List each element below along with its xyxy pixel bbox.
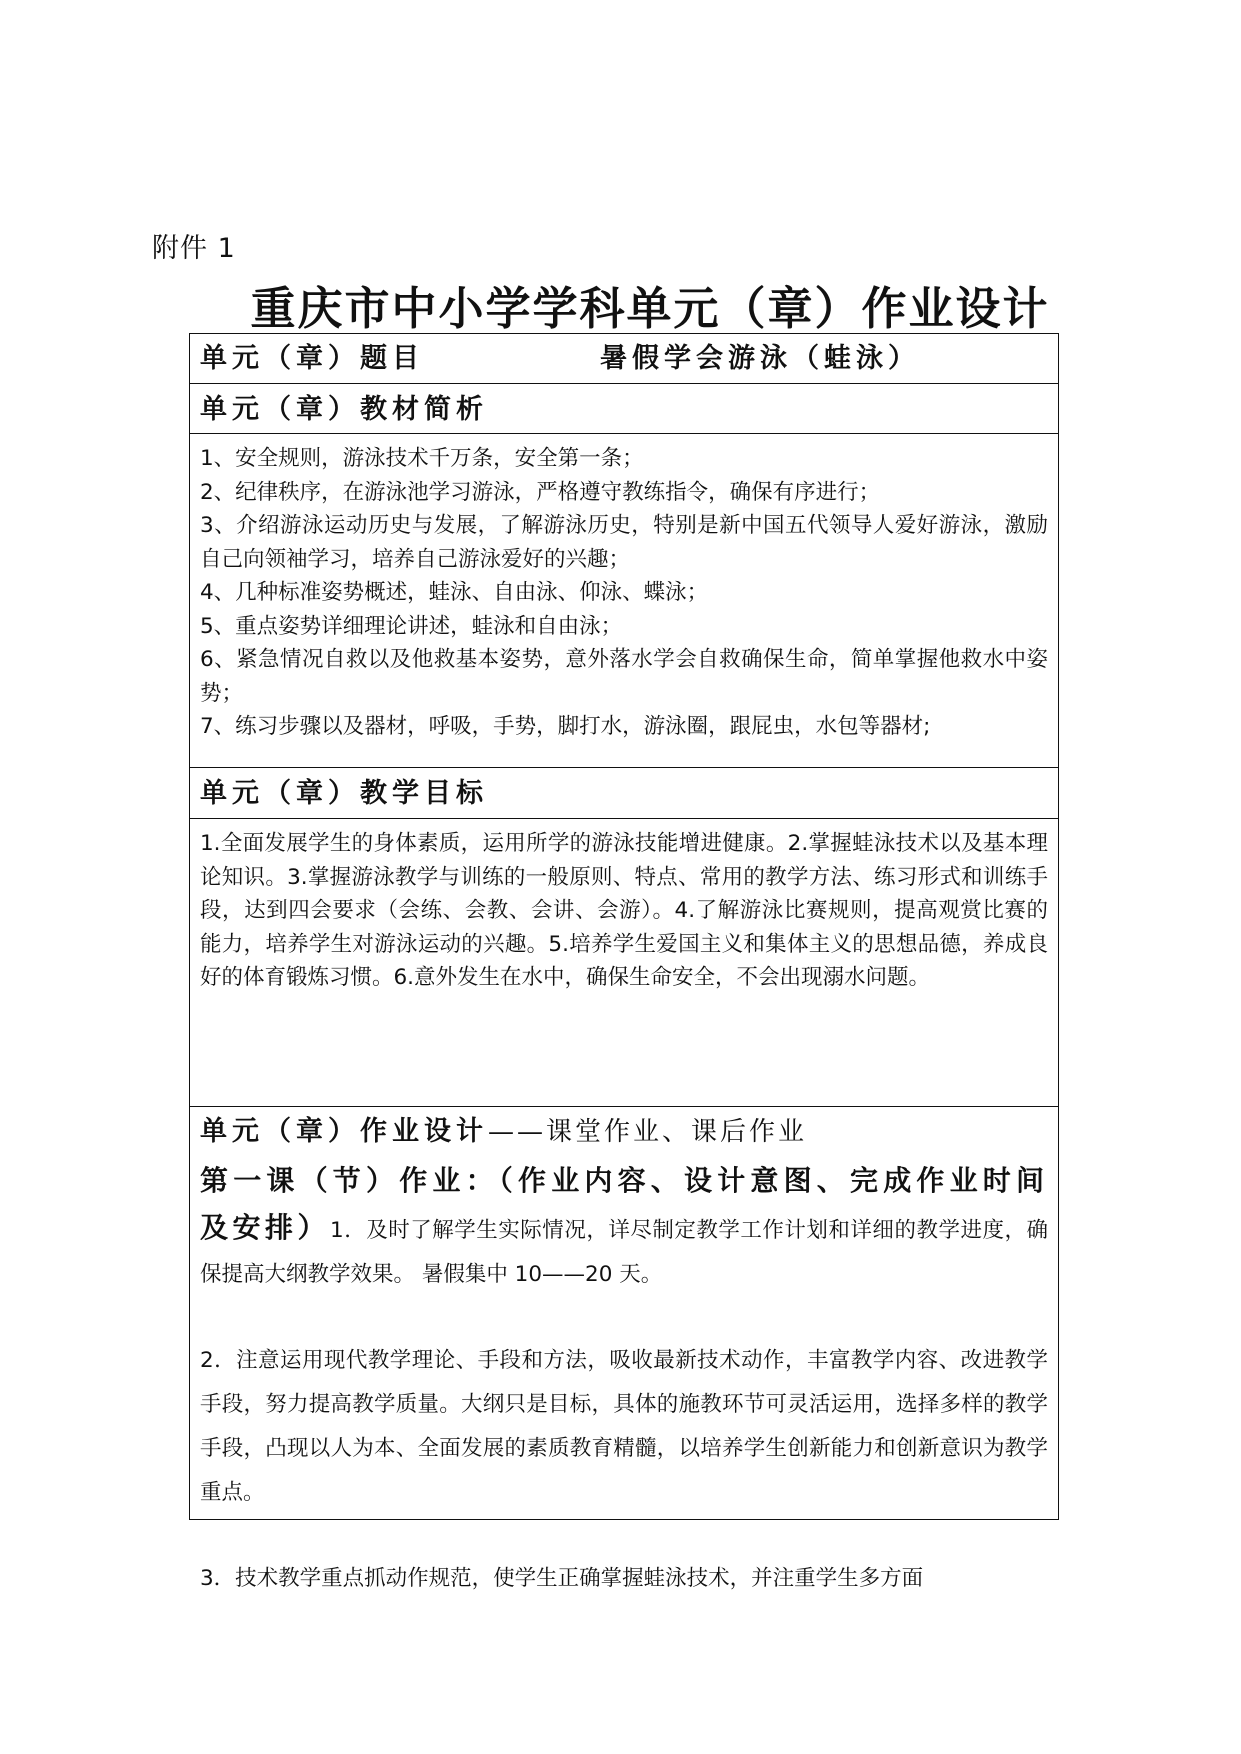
topic-row [190,334,1058,384]
objectives-heading: 单元（章）教学目标 [200,778,488,809]
analysis-heading-row [190,384,1058,434]
design-table [189,333,1059,1591]
analysis-item: 6、紧急情况自救以及他救基本姿势，意外落水学会自救确保生命，简单掌握他救水中姿势； [200,647,1048,706]
analysis-item: 3、介绍游泳运动历史与发展，了解游泳历史，特别是新中国五代领导人爱好游泳，激励自己向领袖学习，培养自己游泳爱好的兴趣； [200,513,1048,572]
homework-heading-suffix: ——课堂作业、课后作业 [488,1117,808,1147]
homework-paragraph: 1．及时了解学生实际情况，详尽制定教学工作计划和详细的教学进度，确保提高大纲教学效果。 暑假集中 10——20 天。 [200,1218,1048,1287]
analysis-item: 4、几种标准姿势概述，蛙泳、自由泳、仰泳、蝶泳； [200,580,709,605]
lesson-heading: 第一课（节）作业：（作业内容、设计意图、完成作业时间及安排） [200,1164,1048,1244]
analysis-heading: 单元（章）教材简析 [200,394,488,425]
objectives-text: 1.全面发展学生的身体素质，运用所学的游泳技能增进健康。2.掌握蛙泳技术以及基本理论知识。3.掌握游泳教学与训练的一般原则、特点、常用的教学方法、练习形式和训练手段，达到四会要求（会练、会教、会讲、会游）。4.了解游泳比赛规则，提高观赏比赛的能力，培养学生对游泳运动的兴趣。5.培养学生爱国主义和集体主义的思想品德，养成良好的体育锻炼习惯。6.意外发生在水中，确保生命安全，不会出现溺水问题。 [200,831,1048,990]
attachment-label: 附件 1 [152,233,236,264]
homework-paragraph: 2．注意运用现代教学理论、手段和方法，吸收最新技术动作，丰富教学内容、改进教学手段，努力提高教学质量。大纲只是目标，具体的施教环节可灵活运用，选择多样的教学手段，凸现以人为本、全面发展的素质教育精髓，以培养学生创新能力和创新意识为教学重点。 [200,1348,1048,1505]
objectives-body [190,819,1058,1107]
lesson-one-paragraph [200,1159,1048,1297]
paragraph-gap [200,1515,1048,1557]
document-title: 重庆市中小学学科单元（章）作业设计 [250,282,1050,335]
homework-section [190,1107,1058,1591]
analysis-item: 5、重点姿势详细理论讲述，蛙泳和自由泳； [200,613,623,639]
objectives-heading-row [190,768,1058,819]
analysis-body [190,434,1058,768]
homework-paragraph: 3．技术教学重点抓动作规范，使学生正确掌握蛙泳技术，并注重学生多方面 [200,1566,924,1591]
topic-value: 暑假学会游泳（蛙泳） [600,343,920,374]
homework-heading: 单元（章）作业设计 [200,1116,488,1147]
analysis-item: 2、纪律秩序，在游泳池学习游泳，严格遵守教练指令，确保有序进行； [200,479,881,505]
analysis-item: 7、练习步骤以及器材，呼吸，手势，脚打水，游泳圈，跟屁虫，水包等器材; [200,714,931,739]
analysis-item: 1、安全规则，游泳技术千万条，安全第一条； [200,446,644,471]
homework-content [190,1155,1058,1601]
topic-label: 单元（章）题目 [200,343,424,374]
homework-heading-line [190,1107,1058,1155]
paragraph-gap [200,1297,1048,1339]
